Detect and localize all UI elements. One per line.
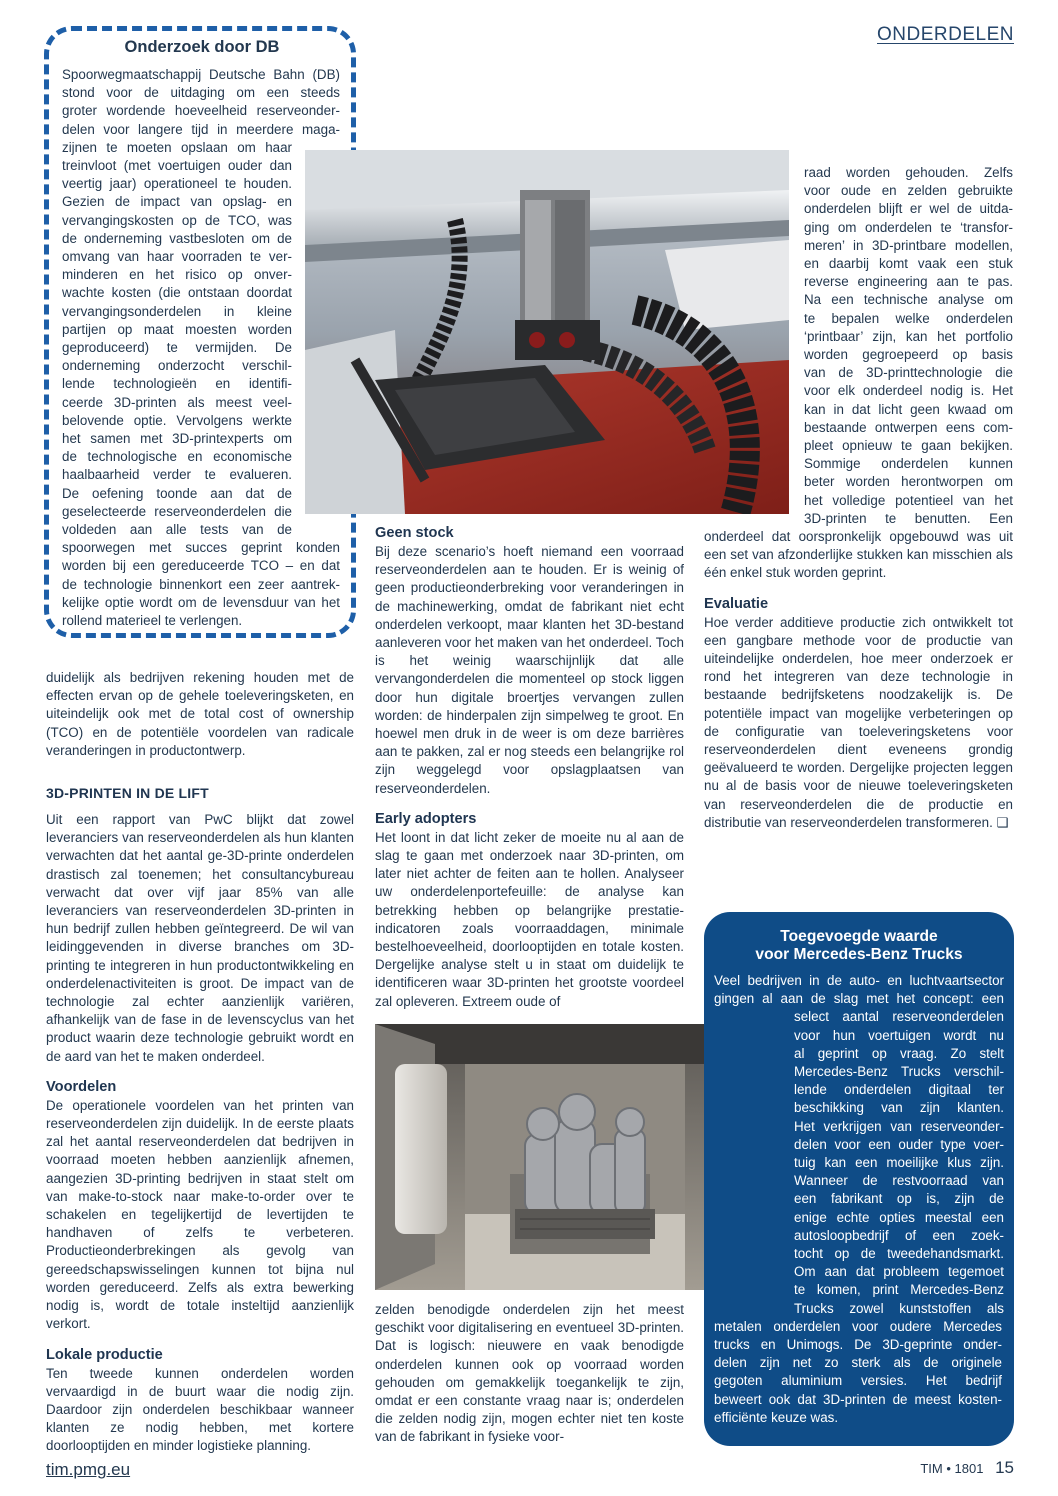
text-line: belovende optie. Vervolgens werkte — [62, 412, 292, 428]
text-line: kelijke optie wordt om de levensduur van het — [62, 594, 340, 610]
heading-evaluatie: Evaluatie — [704, 595, 769, 612]
text-line: het volledige potentieel van het — [804, 492, 1013, 508]
text-line: De oefening toonde aan dat de — [62, 485, 292, 501]
mercedes-text-line: lende onderdelen digitaal ter — [794, 1082, 1004, 1098]
col3-p-eval-text: Hoe verder additieve productie zich ontwikkelt tot een gangbare methode voor de productie van uiteindelijke onderdelen, hoe meer onderzoek er rond het integreren van deze technologie in bestaande bedrijfsketens noodzakelijk is. De potentiële impact van mogelijke verbeteringen op de configuratie van toeleveringsketens voor reserveonderdelen dient eveneens grondig geëvalueerd te worden. Dergelijke projecten leggen nu al de basis voor de nieuwe toeleveringsketen van reserveonderdelen die de productie en distributie van reserveonderdelen transformeren. — [704, 614, 1013, 830]
mercedes-text-line: al geprint op vraag. Zo stelt — [794, 1045, 1004, 1061]
mercedes-text-line: select aantal reserveonderdelen — [794, 1009, 1004, 1025]
text-line: reverse engineering aan te pas. — [804, 274, 1013, 290]
sidebar-db-text — [62, 66, 340, 630]
footer-magazine: TIM — [920, 1461, 943, 1476]
text-line: partijen op maat moesten worden — [62, 321, 292, 337]
col3-p-eval — [704, 614, 1013, 832]
heading-lokale-productie: Lokale productie — [46, 1346, 163, 1363]
mercedes-text-line: gegoten aluminium versies. Het bedrijf — [714, 1373, 1002, 1389]
text-line: de technologische en economische — [62, 449, 292, 465]
text-line: zijnen te moeten opslaan om haar — [62, 139, 292, 155]
text-line: Spoorwegmaatschappij Deutsche Bahn (DB) — [62, 67, 340, 82]
section-tag: ONDERDELEN — [877, 24, 1014, 45]
text-line: voor elk onderdeel nodig is. Het — [804, 383, 1013, 399]
mercedes-text-line: Veel bedrijven in de auto- en luchtvaartsector — [714, 973, 1004, 988]
footer-issue: 1801 — [954, 1461, 984, 1476]
text-line: worden gegroepeerd op basis — [804, 347, 1013, 363]
col2-p-stock: Bij deze scenario’s hoeft niemand een voorraad reserveonderdelen aan te houden. Er is weinig of geen productieonderbreking voor veranderingen in de machinewerking, omdat de fabrikant niet echt onderdelen verkoopt, maar klanten het 3D-bestand aanleveren voor het maken van het onderdeel. Toch is het weinig waarschijnlijk dat alle vervangonderdelen die momenteel op stock liggen door hun digitale broertjes vervangen zullen worden: de hinderpalen zijn simpelweg te groot. En hoewel men druk in de weer is om deze barrières aan te pakken, zal er nog steeds een belangrijke rol zijn weggelegd voor opslagplaatsen van reserveonderdelen. — [375, 544, 684, 796]
text-line: vervangingskosten op de TCO, was — [62, 212, 292, 228]
printer-head-photo — [305, 150, 789, 514]
text-line: geselecteerde reserveonderdelen die — [62, 503, 292, 519]
heading-voordelen: Voordelen — [46, 1078, 117, 1095]
text-line: lende technologieën en identifi- — [62, 376, 292, 392]
mercedes-text-line: een fabrikant op is, zijn de — [794, 1191, 1004, 1207]
text-line: kan in dat licht geen kwaad om — [804, 401, 1013, 417]
col3-p-cont: onderdeel dat oorspronkelijk opgebouwd was uit een set van afzonderlijke stukken kan misschien als één enkel stuk worden geprint. — [704, 529, 1013, 581]
text-line: rollend materieel te verlengen. — [62, 613, 243, 629]
mercedes-text-line: autosloopbedrijf of een zoek- — [794, 1227, 1004, 1243]
footer-pagination — [920, 1458, 1014, 1478]
mercedes-box-title-1: Toegevoegde waarde — [780, 928, 938, 945]
col1-intro: duidelijk als bedrijven rekening houden met de effecten ervan op de gehele toeleveringsketen, en uiteindelijk ook met de total cost of ownership (TCO) en de potentiële voordelen van radicale veranderingen in productontwerp. — [46, 670, 354, 758]
col1-p-voordelen: De operationele voordelen van het printen van reserveonderdelen zijn duidelijk. In de eerste plaats zal het aantal reserveonderdelen dat bedrijven in voorraad moeten hebben aanzienlijk afnemen, aangezien 3D-printing bedrijven in staat stelt om van make-to-stock naar make-to-order over te schakelen en tegelijkertijd de levertijden te handhaven of zelfs te verbeteren. Productieonderbrekingen als gevolg van gereedschapswisselingen kunnen tot bijna nul worden gereduceerd. Zelfs als extra bewerking nodig is, wordt de totale insteltijd aanzienlijk verkort. — [46, 1097, 354, 1332]
sidebar-db-title-wrap — [62, 38, 342, 63]
mercedes-box-text — [714, 972, 1004, 1427]
heading-3d-printen: 3D-PRINTEN IN DE LIFT — [46, 785, 209, 802]
col2-p-early: Het loont in dat licht zeker de moeite nu al aan de slag te gaan met onderzoek naar 3D-printen, om later niet achter de feiten aan te hollen. Analyseer uw onderdelenportefeuille: de analyse kan betrekking hebben op belangrijke prestatie-indicatoren zoals voorraaddagen, minimale bestelhoeveelheid, doorlooptijden en totale kosten. Dergelijke analyse stelt u in staat om duidelijk te identificeren waar 3D-printen het grootste voordeel zal opleveren. Extreem oude of — [375, 829, 684, 1009]
text-line: onderneming onderzocht verschil- — [62, 358, 292, 374]
mercedes-box-title-2: voor Mercedes-Benz Trucks — [755, 946, 963, 963]
text-line: voldeden aan alle tests van de — [62, 522, 292, 538]
col1-p-3d: Uit een rapport van PwC blijkt dat zowel leveranciers van reserveonderdelen als hun klanten verwachten dat het aantal ge-3D-printe onderdelen drastisch zal toenemen; het consultancybureau verwacht dat over vijf jaar 85% van alle leveranciers van reserveonderdelen 3D-printen in hun bedrijf zullen hebben geïntegreerd. De wil van leidinggevenden in diverse branches om 3D-printing te integreren in hun productontwikkeling en onderdelenactiviteiten is groot. De impact van de technologie zal echter aanzienlijk variëren, afhankelijk van de fase in de levenscyclus van het product waarin deze technologie gebruikt wordt en de aard van het te maken onderdeel. — [46, 812, 354, 1064]
end-mark: ❑ — [996, 814, 1009, 830]
heading-early-adopters: Early adopters — [375, 810, 477, 827]
column-2 — [375, 524, 684, 1011]
mercedes-text-line: tocht op de tweedehandsmarkt. — [794, 1246, 1004, 1262]
text-line: delen voor langere tijd in meerdere maga- — [62, 121, 340, 137]
footer-website[interactable]: tim.pmg.eu — [46, 1460, 131, 1479]
col2-p-bottom: zelden benodigde onderdelen zijn het meest geschikt voor digitalisering en eventueel 3D-printen. Dat is logisch: nieuwere en vaak benodigde onderdelen kunnen ook op voorraad worden gehouden om gemakkelijk toegankelijk te zijn, omdat er een constante vraag naar is; onderdelen die zelden nodig zijn, mogen echter niet ten koste van de fabrikant in fysieke voor- — [375, 1302, 684, 1445]
mercedes-text-line: tuig kan een moeilijke klus zijn. — [794, 1155, 1004, 1171]
text-line: 3D-printen te benutten. Een — [804, 510, 1013, 526]
text-line: minderen en het risico op onver- — [62, 267, 292, 283]
footer-dot: • — [946, 1461, 951, 1476]
mercedes-box-content — [714, 928, 1004, 1427]
text-line: te bepalen welke onderdelen — [804, 310, 1013, 326]
text-line: wachte kosten (die ontstaan doordat — [62, 285, 292, 301]
mercedes-text-line: Wanneer de restvoorraad van — [794, 1173, 1004, 1189]
text-line: de technologie binnenkort een zeer aantrek- — [62, 576, 340, 592]
text-line: Na een technische analyse om — [804, 292, 1013, 308]
mercedes-text-line: delen zijn net zo sterk als de originele — [714, 1355, 1002, 1371]
text-line: omvang van haar voorraden te ver- — [62, 249, 292, 265]
text-line: vervangingsonderdelen in kleine — [62, 303, 292, 319]
footer-page-number: 15 — [995, 1458, 1014, 1477]
text-line: meren’ in 3D-printbare modellen, — [804, 237, 1013, 253]
text-line: pleet opnieuw te gaan bekijken. — [804, 438, 1013, 454]
text-line: ‘printbaar’ zijn, kan het portfolio — [804, 328, 1013, 344]
text-line: worden bij een gereduceerde TCO – en dat — [62, 558, 340, 574]
col1-p-lokaal: Ten tweede kunnen onderdelen worden vervaardigd in de buurt waar die nodig zijn. Daardoor zijn onderdelen beschikbaar wanneer klanten ze nodig hebben, met kortere doorlooptijden en minder logistieke planning. — [46, 1365, 354, 1454]
sidebar-db-title: Onderzoek door DB — [124, 38, 280, 56]
mercedes-text-line: beschikking van zijn klanten. — [794, 1100, 1004, 1116]
mercedes-text-line: efficiënte keuze was. — [714, 1409, 839, 1425]
column-2-bottom — [375, 1301, 684, 1447]
mercedes-text-line: te komen, print Mercedes-Benz — [794, 1282, 1004, 1298]
text-line: de onderneming vastbesloten om de — [62, 230, 292, 246]
mercedes-text-line: metalen onderdelen voor oudere Mercedes — [714, 1318, 1002, 1334]
mercedes-text-line: beweert ook dat 3D-printen de meest kosten- — [714, 1391, 1002, 1407]
text-line: voor oude en zelden gebruikte — [804, 183, 1013, 199]
text-line: spoorwegen met succes geprint konden — [62, 540, 340, 556]
mercedes-text-line: Trucks zowel kunststoffen als — [794, 1300, 1004, 1316]
text-line: beter worden herontworpen om — [804, 474, 1013, 490]
mercedes-text-line: enige echte opties meestal een — [794, 1209, 1004, 1225]
text-line: groter wordende hoeveelheid reserveonder- — [62, 103, 340, 119]
text-line: raad worden gehouden. Zelfs — [804, 165, 1013, 180]
column-3 — [704, 528, 1013, 832]
heading-geen-stock: Geen stock — [375, 525, 454, 541]
mercedes-text-line: trucks en Unimogs. De 3D-geprinte onder- — [714, 1337, 1002, 1353]
text-line: stond voor de uitdaging om een steeds — [62, 85, 340, 101]
mercedes-text-line: gingen al aan de slag met het concept: een — [714, 991, 1004, 1007]
text-line: ging om onderdelen te ‘transfor- — [804, 219, 1013, 235]
mercedes-text-line: Mercedes-Benz Trucks verschil- — [794, 1064, 1004, 1080]
mercedes-text-line: Het verkrijgen van reserveonder- — [794, 1118, 1004, 1134]
text-line: treinvloot (met voertuigen ouder dan — [62, 158, 292, 174]
text-line: van de 3D-printtechnologie die — [804, 365, 1013, 381]
text-line: onderdelen blijft er wel de uitda- — [804, 201, 1013, 217]
column-1 — [46, 669, 354, 1456]
text-line: en daarbij komt vaak een stuk — [804, 256, 1013, 272]
mercedes-text-line: Om aan dat probleem tegemoet — [794, 1264, 1004, 1280]
text-line: bestaande ontwerpen eens com- — [804, 419, 1013, 435]
text-line: ceerde 3D-printen als meest veel- — [62, 394, 292, 410]
text-line: geproduceerd) te vermijden. De — [62, 340, 292, 356]
text-line: Sommige onderdelen kunnen — [804, 456, 1013, 472]
text-line: Gezien de impact van opslag- en — [62, 194, 292, 210]
mercedes-text-line: delen voor een ouder type voer- — [794, 1136, 1004, 1152]
column-3-top — [804, 164, 1013, 528]
text-line: haalbaarheid verder te evalueren. — [62, 467, 292, 483]
text-line: veertig jaar) operationeel te houden. — [62, 176, 292, 192]
text-line: het samen met 3D-printexperts om — [62, 431, 292, 447]
mercedes-text-line: voor hun voertuigen wordt nu — [794, 1027, 1004, 1043]
